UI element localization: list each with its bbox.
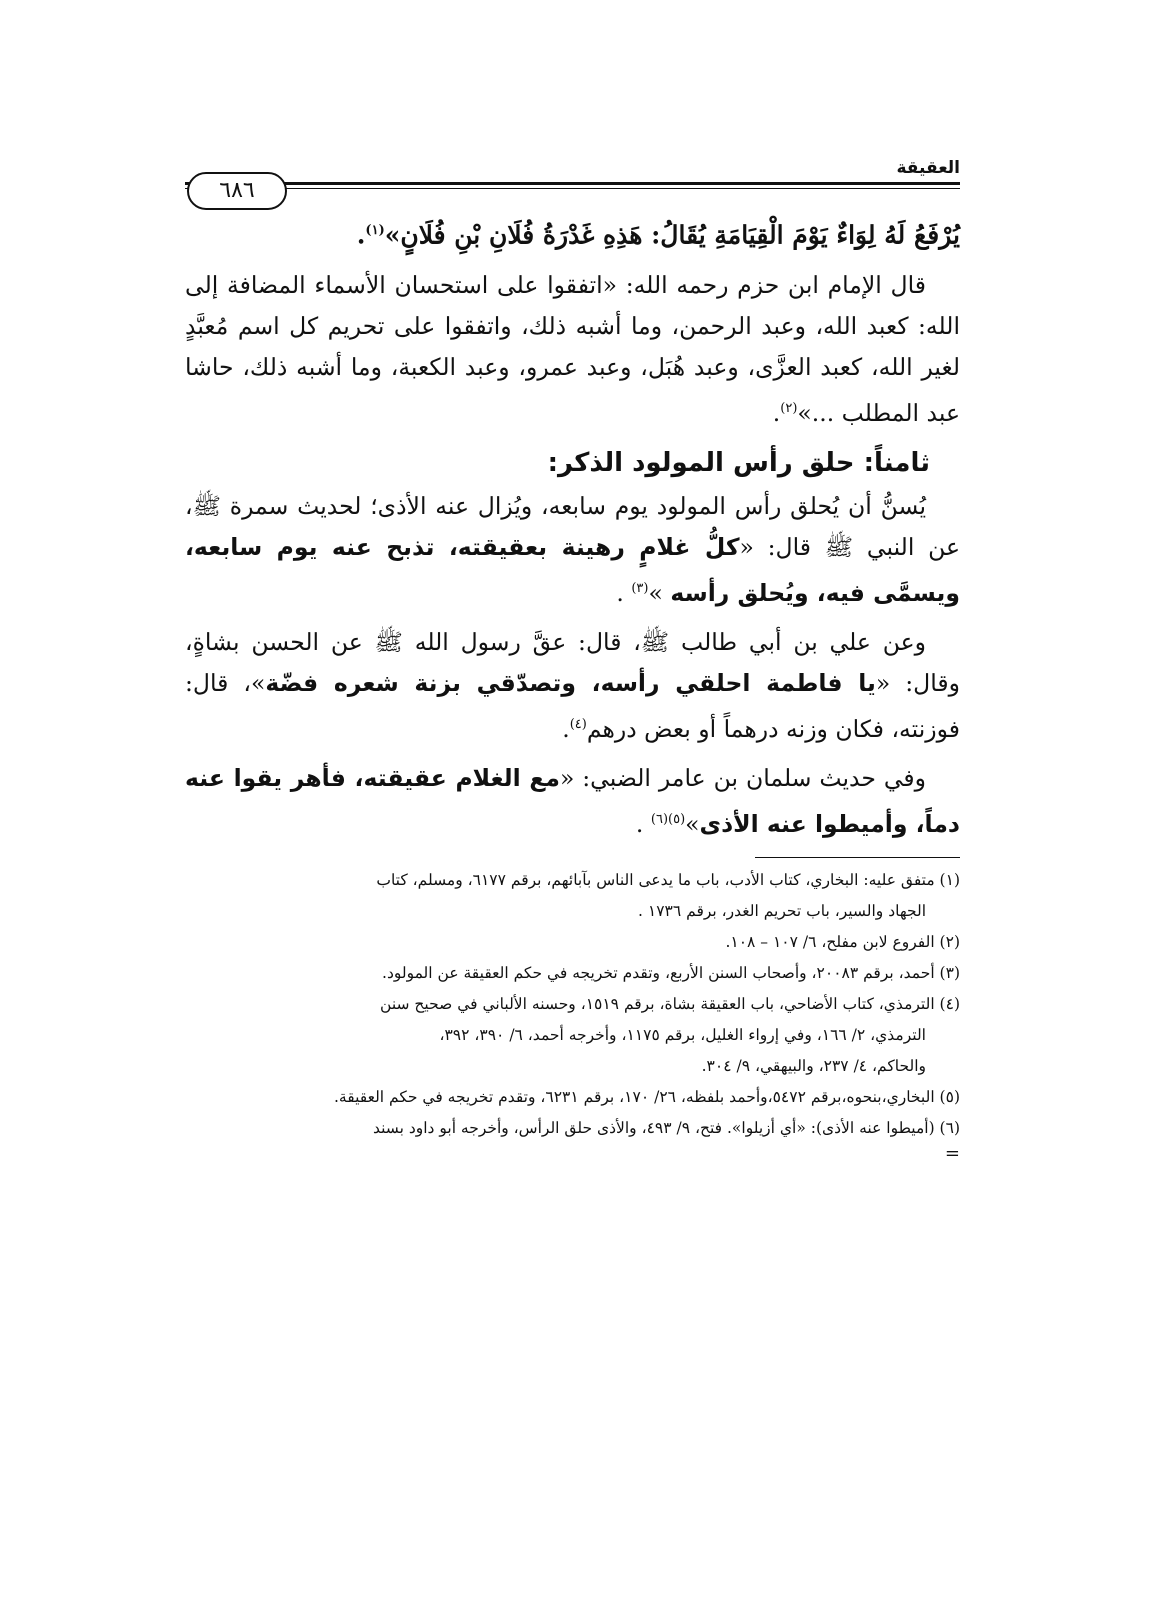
footnote-4-continuation: الترمذي، ٢/ ١٦٦، وفي إرواء الغليل، برقم ١١٧٥، وأخرجه أحمد، ٦/ ٣٩٠، ٣٩٢، <box>439 1025 926 1044</box>
header-rule-thin <box>185 188 960 189</box>
footnote-6: (٦) (أميطوا عنه الأذى): «أي أزيلوا». فتح، ٩/ ٤٩٣، والأذى حلق الرأس، وأخرجه أبو داود بسند <box>372 1118 960 1137</box>
header-rule-thick <box>185 182 960 185</box>
footnote-separator <box>755 857 960 858</box>
hadith-bold-text: مع الغلام عقيقته، فأهر يقوا عنه دماً، وأميطوا عنه الأذى <box>185 763 960 838</box>
footnote-4-continuation: والحاكم، ٤/ ٢٣٧، والبيهقي، ٩/ ٣٠٤. <box>701 1056 926 1075</box>
text-run: » <box>685 809 700 838</box>
text-run: » <box>648 578 671 607</box>
text-run: »، قال: فوزنته، فكان وزنه درهماً أو بعض درهم <box>185 668 960 743</box>
hadith-continuation <box>185 210 960 255</box>
text-line: إلى الله: كعبد الله، وعبد الرحمن، وما أشبه ذلك، واتفقوا على تحريم كل <box>185 271 960 341</box>
footnotes <box>185 866 960 1163</box>
text-run: وعن علي بن أبي طالب ﷺ، قال: عقَّ رسول الله ﷺ عن الحسن بشاةٍ، وقال: « <box>185 627 960 697</box>
footnote-1 <box>185 866 960 894</box>
page-number: ٦٨٦ <box>187 172 287 210</box>
hadith-bold-text: يا فاطمة احلقي رأسه، وتصدّقي بزنة شعره فضّة <box>265 668 876 697</box>
hadith-text: يُرْفَعُ لَهُ لِوَاءٌ يَوْمَ الْقِيَامَةِ يُقَالُ: هَذِهِ غَدْرَةُ فُلَانِ بْنِ فُلَانٍ» <box>384 220 960 250</box>
paragraph-ibn-hazm <box>185 265 960 434</box>
footnote-text: (١) متفق عليه: البخاري، كتاب الأدب، باب ما يدعى الناس بآبائهم، برقم ٦١٧٧، ومسلم، كتاب <box>376 870 960 889</box>
text-line: اسم مُعبَّدٍ لغير الله، كعبد العزَّى، وعبد هُبَل، وعبد عمرو، وعبد الكعبة، <box>185 312 961 382</box>
section-heading: ثامناً: حلق رأس المولود الذكر: <box>547 448 930 479</box>
footnote-ref-5-6[interactable]: (٥)(٦) <box>650 811 686 827</box>
paragraph-samura <box>185 486 960 614</box>
book-page <box>185 150 960 1166</box>
punctuation: . <box>616 578 632 607</box>
text-line: وما أشبه ذلك، حاشا عبد المطلب ...» <box>185 353 960 428</box>
punctuation: . <box>356 220 366 250</box>
footnote-2: (٢) الفروع لابن مفلح، ٦/ ١٠٧ – ١٠٨. <box>725 932 960 951</box>
punctuation: . <box>562 714 570 743</box>
footnote-ref-2[interactable]: (٢) <box>780 401 798 417</box>
hadith-bold-text: كلُّ غلامٍ رهينة بعقيقته، تذبح عنه يوم سابعه، ويسمَّى فيه، ويُحلق رأسه <box>185 533 960 607</box>
punctuation: . <box>772 399 781 428</box>
main-text <box>185 210 960 845</box>
text-run: وفي حديث سلمان بن عامر الضبي: « <box>559 763 926 792</box>
footnote-ref-3[interactable]: (٣) <box>631 581 649 597</box>
paragraph-salman <box>185 758 960 845</box>
page-header <box>185 150 960 210</box>
paragraph-ali <box>185 622 960 750</box>
footnote-1-continuation: الجهاد والسير، باب تحريم الغدر، برقم ١٧٣٦ . <box>638 901 926 920</box>
footnote-4: (٤) الترمذي، كتاب الأضاحي، باب العقيقة بشاة، برقم ١٥١٩، وحسنه الألباني في صحيح سنن <box>380 994 960 1013</box>
footnote-ref-1[interactable]: (١) <box>365 223 385 238</box>
text-line: قال الإمام ابن حزم رحمه الله: «اتفقوا على استحسان الأسماء المضافة <box>227 271 926 300</box>
footnote-ref-4[interactable]: (٤) <box>569 716 587 732</box>
text-run: يُسنُّ أن يُحلق رأس المولود يوم سابعه، ويُزال عنه الأذى؛ لحديث سمرة ﷺ، عن النبي ﷺ قال: « <box>185 492 961 562</box>
continuation-mark: = <box>944 1142 960 1164</box>
footnote-3: (٣) أحمد، برقم ٢٠٠٨٣، وأصحاب السنن الأربع، وتقدم تخريجه في حكم العقيقة عن المولود. <box>382 963 960 982</box>
footnote-5: (٥) البخاري،بنحوه،برقم ٥٤٧٢،وأحمد بلفظه، ٢٦/ ١٧٠، برقم ٦٢٣١، وتقدم تخريجه في حكم العقيقة. <box>334 1087 960 1106</box>
punctuation: . <box>635 809 651 838</box>
running-title: العقيقة <box>896 158 960 178</box>
